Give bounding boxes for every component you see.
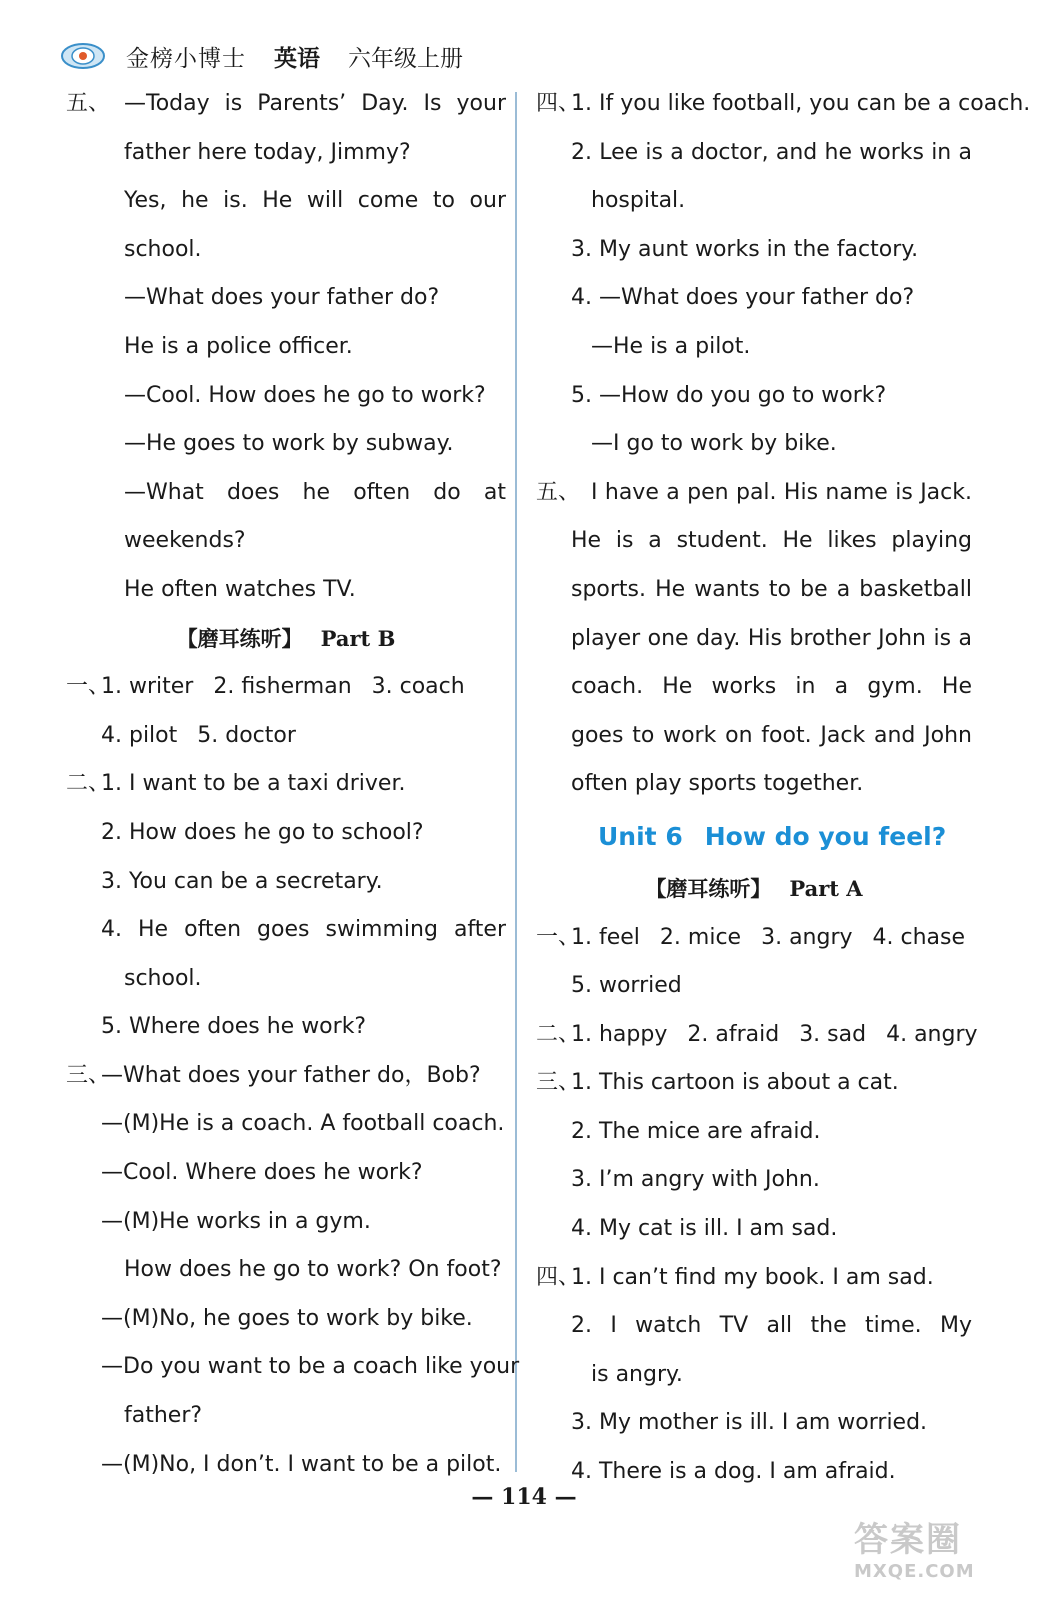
watermark-site: MXQE.COM — [854, 1561, 975, 1582]
answer-line: 5. Where does he work? — [101, 1014, 367, 1040]
answer-line: —(M)No, I don’t. I want to be a pilot. — [101, 1451, 502, 1477]
section-marker: 二、 — [536, 1021, 581, 1047]
answer-line: 二、 1. I want to be a taxi driver. — [66, 760, 506, 809]
answer-line: father? — [124, 1403, 203, 1429]
answer-line: —(M)No, he goes to work by bike. — [101, 1305, 473, 1331]
answer-line: often play sports together. — [571, 771, 864, 797]
column-divider — [515, 92, 517, 1472]
answer-line: 4. pilot 5. doctor — [101, 722, 296, 748]
unit-title: How do you feel? — [704, 821, 947, 851]
answer-line: weekends? — [124, 528, 246, 554]
answer-line: 四、 1. If you like football, you can be a coach. — [536, 80, 972, 129]
logo-icon — [60, 41, 106, 71]
watermark-title: 答案圈 — [854, 1520, 962, 1560]
answer-line: —What does your father do? — [124, 285, 440, 311]
section-marker: 三、 — [66, 1062, 111, 1088]
answer-line: 5. —How do you go to work? — [571, 382, 887, 408]
answer-line: sports. He wants to be a basketball — [571, 576, 972, 602]
section-marker: 一、 — [536, 924, 581, 950]
answer-line: 3. I’m angry with John. — [571, 1167, 820, 1193]
section-marker: 五、 — [66, 91, 111, 116]
answer-line: 2. The mice are afraid. — [571, 1118, 821, 1144]
section-marker: 三、 — [536, 1070, 581, 1096]
answer-line: —He is a pilot. — [591, 333, 751, 359]
answer-line: 4. —What does your father do? — [571, 285, 915, 311]
page-header — [60, 36, 463, 76]
answer-line: —(M)He works in a gym. — [101, 1208, 371, 1234]
answer-line: How does he go to work? On foot? — [124, 1257, 502, 1283]
answer-line: 4. There is a dog. I am afraid. — [571, 1459, 896, 1485]
answer-line: player one day. His brother John is a — [571, 625, 972, 651]
answer-line: —I go to work by bike. — [591, 431, 837, 457]
answer-line: 四、 1. I can’t find my book. I am sad. — [536, 1254, 972, 1303]
section-marker: 一、 — [66, 674, 111, 700]
answer-line: coach. He works in a gym. He — [571, 674, 972, 700]
answer-line: He is a police officer. — [124, 333, 353, 359]
answer-line: father here today, Jimmy? — [124, 139, 411, 165]
part-heading: 【磨耳练听】 Part A — [645, 875, 863, 901]
unit-label: Unit 6 — [598, 821, 683, 851]
page-number: — 114 — — [471, 1484, 577, 1510]
answer-line: He is a student. He likes playing — [571, 528, 972, 554]
answer-line: school. — [124, 236, 202, 262]
answer-line: hospital. — [591, 188, 686, 214]
answer-line: 五、 I have a pen pal. His name is Jack. — [536, 469, 972, 518]
answer-line: 5. worried — [571, 973, 682, 999]
section-marker: 五、 — [536, 479, 581, 505]
answer-line: 一、 1. writer 2. fisherman 3. coach — [66, 663, 506, 712]
answer-line: —(M)He is a coach. A football coach. — [101, 1111, 505, 1137]
answer-line: 4. He often goes swimming after — [101, 917, 506, 943]
section-marker: 四、 — [536, 91, 581, 116]
subject-title: 英语 — [274, 45, 320, 72]
answer-line: 3. You can be a secretary. — [101, 868, 383, 894]
answer-line: 二、 1. happy 2. afraid 3. sad 4. angry — [536, 1011, 972, 1060]
answer-line: 4. My cat is ill. I am sad. — [571, 1216, 838, 1242]
answer-line: 2. How does he go to school? — [101, 819, 424, 845]
answer-line: —Cool. Where does he work? — [101, 1160, 423, 1186]
right-column — [536, 80, 1031, 1497]
answer-line: —Do you want to be a coach like your — [101, 1354, 520, 1380]
section-marker: 二、 — [66, 771, 111, 797]
left-column — [66, 80, 520, 1489]
part-heading: 【磨耳练听】 Part B — [176, 625, 396, 651]
answer-line: —He goes to work by subway. — [124, 431, 454, 457]
answer-line: 2. Lee is a doctor, and he works in a — [571, 139, 972, 165]
answer-line: —What does he often do at — [124, 479, 506, 505]
watermark — [854, 1512, 1024, 1592]
answer-line: 3. My mother is ill. I am worried. — [571, 1410, 928, 1436]
answer-line: 三、 1. This cartoon is about a cat. — [536, 1059, 972, 1108]
unit-heading — [536, 809, 972, 865]
answer-line: 三、 —What does your father do，Bob? — [66, 1052, 506, 1101]
answer-line: 一、 1. feel 2. mice 3. angry 4. chase — [536, 914, 972, 963]
answer-line: —Cool. How does he go to work? — [124, 382, 486, 408]
answer-line: 2. I watch TV all the time. My — [571, 1313, 972, 1339]
answer-line: is angry. — [591, 1361, 683, 1387]
series-title: 金榜小博士 — [126, 45, 246, 72]
answer-line: 3. My aunt works in the factory. — [571, 236, 919, 262]
answer-line: Yes, he is. He will come to our — [124, 188, 506, 214]
grade-title: 六年级上册 — [348, 45, 463, 72]
answer-line: goes to work on foot. Jack and John — [571, 722, 972, 748]
answer-line: 五、 —Today is Parents’ Day. Is your — [66, 80, 506, 129]
answer-line: school. — [124, 965, 202, 991]
section-marker: 四、 — [536, 1264, 581, 1290]
answer-line: He often watches TV. — [124, 576, 356, 602]
